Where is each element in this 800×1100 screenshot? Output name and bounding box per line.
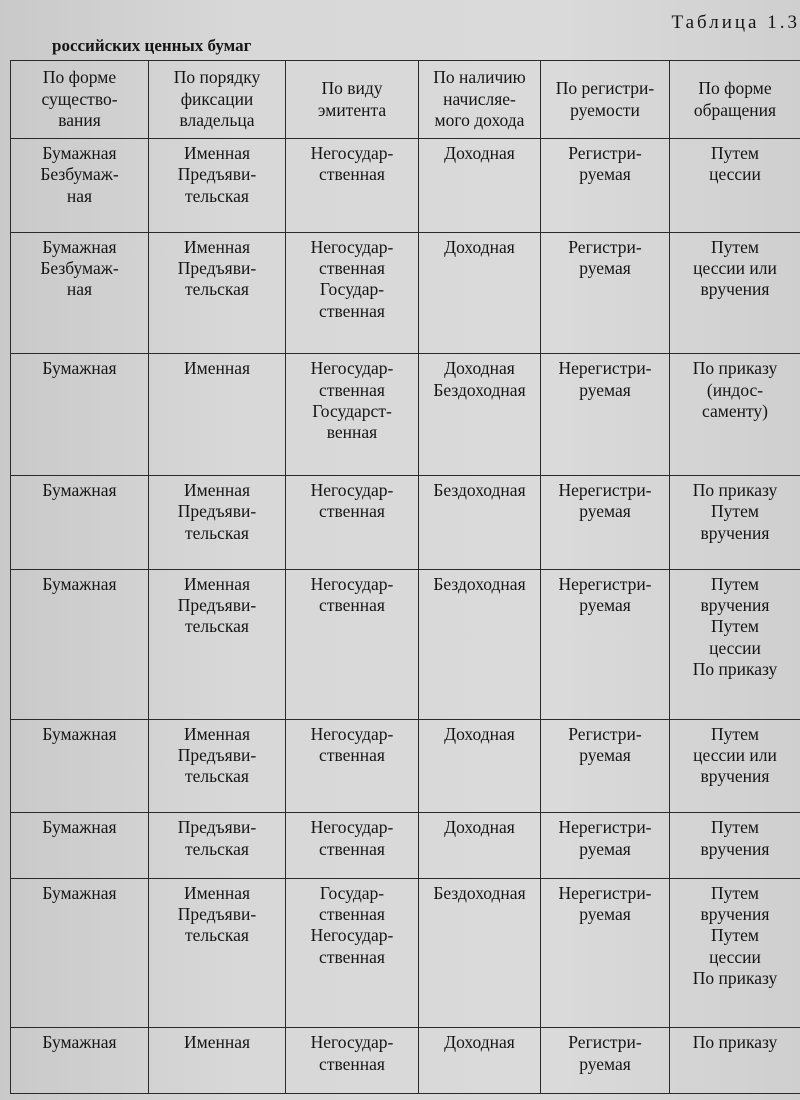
table-cell (670, 878, 800, 1028)
cell-text-line: По форме (698, 78, 772, 99)
cell-text-line: По приказу (692, 968, 778, 988)
table-cell (149, 139, 286, 233)
cell-text-line: Именная (183, 480, 251, 501)
table-cell (541, 878, 670, 1028)
table-label: Таблица 1.3 (671, 12, 800, 33)
cell-text-line: Доходная (444, 143, 515, 163)
cell-text-line: Доходная (444, 236, 515, 257)
cell-text-line: обращения (693, 99, 777, 120)
table-cell (11, 569, 149, 719)
cell-text-line: Государ- (319, 279, 385, 300)
table-row (11, 813, 800, 878)
cell-text-line: Государст- (312, 401, 392, 422)
table-cell (286, 878, 419, 1028)
cell-text-line: ственная (319, 903, 385, 924)
cell-text-line: тельская (185, 185, 249, 206)
table-cell (11, 232, 149, 354)
table-cell (11, 354, 149, 476)
cell-text-line: ственная (319, 379, 385, 400)
cell-text-line: ственная (319, 164, 385, 185)
table-cell (670, 139, 800, 233)
table-row (11, 878, 800, 1028)
cell-text-line: Государ- (319, 882, 385, 903)
cell-text-line: ственная (319, 257, 385, 278)
table-cell (286, 139, 419, 233)
table-cell (541, 719, 670, 813)
cell-text-line: Регистри- (568, 143, 642, 163)
table-cell (670, 232, 800, 354)
table-cell (149, 813, 286, 878)
cell-text-line: Путем (711, 616, 759, 637)
cell-text-line: Бездоходная (433, 379, 526, 400)
securities-classification-table (10, 60, 800, 1094)
cell-text-line: По регистри- (555, 78, 655, 99)
cell-text-line: ная (66, 185, 93, 206)
table-cell (149, 569, 286, 719)
cell-text-line: вручения (700, 522, 770, 543)
cell-text-line: тельская (185, 616, 249, 637)
cell-text-line: Доходная (444, 723, 515, 744)
table-cell (419, 813, 541, 878)
cell-text-line: вручения (700, 903, 770, 924)
column-header-6 (670, 61, 800, 139)
cell-text-line: Путем (711, 143, 759, 163)
table-cell (419, 354, 541, 476)
cell-text-line: ственная (319, 744, 385, 765)
table-cell (541, 232, 670, 354)
table-cell (670, 569, 800, 719)
cell-text-line: Негосудар- (310, 236, 394, 257)
cell-text-line: Предъяви- (177, 501, 257, 522)
cell-text-line: Путем (711, 573, 759, 594)
table-cell (286, 354, 419, 476)
cell-text-line: тельская (185, 838, 249, 859)
table-cell (670, 354, 800, 476)
cell-text-line: Бумажная (42, 236, 117, 257)
cell-text-line: Негосудар- (310, 573, 394, 594)
cell-text-line: Именная (183, 358, 251, 379)
table-cell (286, 719, 419, 813)
cell-text-line: вручения (700, 766, 770, 787)
cell-text-line: Именная (183, 236, 251, 257)
table-header (52, 12, 800, 62)
cell-text-line: руемая (579, 595, 631, 616)
cell-text-line: Негосудар- (310, 358, 394, 379)
cell-text-line: эмитента (317, 99, 387, 120)
cell-text-line: Бумажная (42, 817, 117, 838)
cell-text-line: Предъяви- (177, 817, 257, 838)
cell-text-line: Путем (711, 501, 759, 522)
cell-text-line: руемая (579, 164, 631, 185)
table-cell (11, 719, 149, 813)
cell-text-line: руемая (579, 838, 631, 859)
cell-text-line: Нерегистри- (558, 882, 652, 903)
cell-text-line: Путем (711, 236, 759, 257)
table-cell (149, 719, 286, 813)
cell-text-line: Путем (711, 925, 759, 946)
cell-text-line: Бездоходная (433, 480, 526, 501)
cell-text-line: Доходная (444, 817, 515, 838)
cell-text-line: Предъяви- (177, 164, 257, 185)
table-cell (541, 813, 670, 878)
table-row (11, 719, 800, 813)
cell-text-line: вручения (700, 838, 770, 859)
cell-text-line: Бумажная (42, 723, 117, 744)
column-header-1 (11, 61, 149, 139)
cell-text-line: Бездоходная (433, 882, 526, 903)
table-cell (419, 476, 541, 570)
table-row (11, 1028, 800, 1094)
cell-text-line: вручения (700, 279, 770, 300)
table-cell (286, 1028, 419, 1094)
cell-text-line: Бумажная (42, 882, 117, 903)
cell-text-line: ственная (319, 838, 385, 859)
cell-text-line: цессии (709, 637, 761, 658)
cell-text-line: Именная (183, 1032, 251, 1053)
cell-text-line: Регистри- (568, 236, 642, 257)
table-cell (419, 719, 541, 813)
cell-text-line: Предъяви- (177, 257, 257, 278)
cell-text-line: мого дохода (434, 110, 525, 131)
table-cell (149, 232, 286, 354)
table-cell (419, 1028, 541, 1094)
cell-text-line: Бумажная (42, 358, 117, 379)
cell-text-line: Бумажная (42, 480, 117, 501)
cell-text-line: цессии (709, 164, 761, 185)
table-cell (286, 813, 419, 878)
cell-text-line: Бумажная (42, 1032, 117, 1053)
cell-text-line: По приказу (692, 358, 778, 379)
cell-text-line: цессии (709, 946, 761, 967)
cell-text-line: Безбумаж- (40, 257, 119, 278)
cell-text-line: руемая (579, 257, 631, 278)
table-cell (286, 232, 419, 354)
cell-text-line: Негосудар- (310, 817, 394, 838)
column-header-4 (419, 61, 541, 139)
cell-text-line: венная (326, 422, 378, 443)
cell-text-line: ственная (319, 501, 385, 522)
table-cell (541, 354, 670, 476)
cell-text-line: ственная (319, 300, 385, 321)
column-header-5 (541, 61, 670, 139)
cell-text-line: Путем (711, 882, 759, 903)
table-cell (11, 878, 149, 1028)
cell-text-line: Именная (183, 143, 251, 163)
cell-text-line: существо- (41, 88, 118, 109)
table-cell (419, 569, 541, 719)
cell-text-line: ственная (319, 946, 385, 967)
cell-text-line: Негосудар- (310, 480, 394, 501)
table-cell (286, 569, 419, 719)
cell-text-line: Негосудар- (310, 925, 394, 946)
column-header-2 (149, 61, 286, 139)
cell-text-line: (индос- (706, 379, 764, 400)
cell-text-line: ственная (319, 595, 385, 616)
cell-text-line: начисляе- (443, 88, 516, 109)
table-cell (11, 139, 149, 233)
cell-text-line: руемая (579, 744, 631, 765)
cell-text-line: саменту) (702, 401, 768, 422)
cell-text-line: Бездоходная (433, 573, 526, 594)
table-cell (11, 476, 149, 570)
table-cell (149, 878, 286, 1028)
table-row (11, 354, 800, 476)
cell-text-line: руемая (579, 501, 631, 522)
cell-text-line: Бумажная (42, 573, 117, 594)
cell-text-line: По форме (42, 67, 117, 88)
table-cell (541, 476, 670, 570)
table-row (11, 139, 800, 233)
cell-text-line: Доходная (444, 358, 515, 379)
cell-text-line: Бумажная (42, 143, 117, 163)
cell-text-line: тельская (185, 925, 249, 946)
cell-text-line: Негосудар- (310, 723, 394, 744)
cell-text-line: По порядку (173, 67, 261, 88)
cell-text-line: ственная (319, 1053, 385, 1074)
table-row (11, 476, 800, 570)
cell-text-line: Предъяви- (177, 595, 257, 616)
cell-text-line: Предъяви- (177, 903, 257, 924)
table-cell (149, 354, 286, 476)
cell-text-line: Предъяви- (177, 744, 257, 765)
cell-text-line: тельская (185, 766, 249, 787)
cell-text-line: цессии или (693, 257, 777, 278)
cell-text-line: Именная (183, 882, 251, 903)
cell-text-line: По виду (321, 78, 383, 99)
cell-text-line: Регистри- (568, 723, 642, 744)
table-cell (419, 878, 541, 1028)
table-cell (419, 232, 541, 354)
table-row (11, 569, 800, 719)
cell-text-line: Негосудар- (310, 1032, 394, 1053)
cell-text-line: вания (58, 110, 101, 131)
table-cell (541, 139, 670, 233)
table-row (11, 232, 800, 354)
cell-text-line: Нерегистри- (558, 480, 652, 501)
cell-text-line: Регистри- (568, 1032, 642, 1053)
cell-text-line: тельская (185, 279, 249, 300)
table-cell (670, 1028, 800, 1094)
cell-text-line: руемая (579, 379, 631, 400)
table-cell (670, 813, 800, 878)
cell-text-line: Безбумаж- (40, 164, 119, 185)
cell-text-line: руемая (579, 1053, 631, 1074)
cell-text-line: цессии или (693, 744, 777, 765)
table-subtitle: российских ценных бумаг (52, 36, 252, 55)
table-cell (11, 813, 149, 878)
table-cell (541, 1028, 670, 1094)
cell-text-line: По наличию (433, 67, 526, 88)
table-cell (670, 719, 800, 813)
cell-text-line: Именная (183, 573, 251, 594)
cell-text-line: вручения (700, 595, 770, 616)
cell-text-line: Путем (711, 723, 759, 744)
cell-text-line: руемая (579, 903, 631, 924)
cell-text-line: Нерегистри- (558, 573, 652, 594)
cell-text-line: Негосудар- (310, 143, 394, 163)
cell-text-line: руемости (570, 99, 640, 120)
cell-text-line: Путем (711, 817, 759, 838)
table-header-row (11, 61, 800, 139)
table-cell (670, 476, 800, 570)
cell-text-line: владельца (179, 110, 255, 131)
cell-text-line: Нерегистри- (558, 817, 652, 838)
cell-text-line: Доходная (444, 1032, 515, 1053)
table-cell (286, 476, 419, 570)
table-cell (149, 476, 286, 570)
cell-text-line: ная (66, 279, 93, 300)
cell-text-line: По приказу (692, 659, 778, 680)
table-cell (11, 1028, 149, 1094)
cell-text-line: фиксации (180, 88, 254, 109)
table-cell (149, 1028, 286, 1094)
cell-text-line: Именная (183, 723, 251, 744)
table-cell (419, 139, 541, 233)
cell-text-line: По приказу (692, 480, 778, 501)
cell-text-line: По приказу (692, 1032, 778, 1053)
column-header-3 (286, 61, 419, 139)
cell-text-line: тельская (185, 522, 249, 543)
table-cell (541, 569, 670, 719)
cell-text-line: Нерегистри- (558, 358, 652, 379)
